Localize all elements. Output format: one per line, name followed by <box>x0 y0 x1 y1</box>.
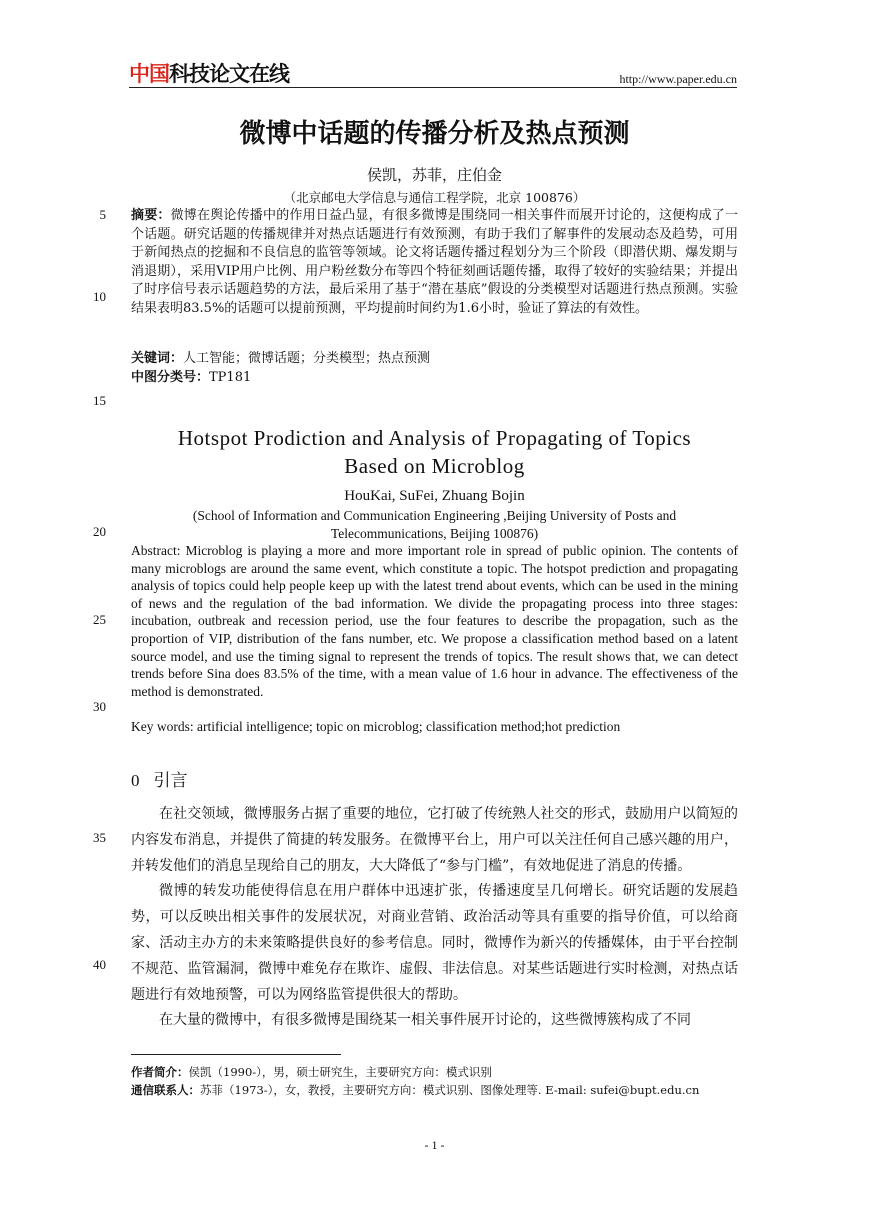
affiliation-en: (School of Information and Communication Engineering ,Beijing University of Posts and Telecommunications, Beijing 100876) <box>192 508 677 541</box>
line-number: 5 <box>99 207 106 222</box>
page-number: - 1 - <box>424 1138 445 1152</box>
line-number: 30 <box>93 699 106 714</box>
footnote-contact-label: 通信联系人： <box>131 1083 200 1097</box>
authors-en: HouKai, SuFei, Zhuang Bojin <box>344 488 525 504</box>
classification-cn-label: 中图分类号： <box>131 370 210 385</box>
logo-part-black: 科技论文在线 <box>169 62 289 86</box>
paper-title-cn: 微博中话题的传播分析及热点预测 <box>239 119 630 149</box>
keywords-en: Key words: artificial intelligence; topic on microblog; classification method;hot prediction <box>131 719 621 734</box>
classification-cn <box>131 369 738 388</box>
abstract-cn-label: 摘要： <box>131 208 171 223</box>
body-paragraph: 微博的转发功能使得信息在用户群体中迅速扩张，传播速度呈几何增长。研究话题的发展趋势，可以反映出相关事件的发展状况，对商业营销、政治活动等具有重要的指导价值，可以给商家、活动主办方的未来策略提供良好的参考信息。同时，微博作为新兴的传播媒体，由于平台控制不规范、监管漏洞，微博中难免存在欺诈、虚假、非法信息。对某些话题进行实时检测，对热点话题进行有效地预警，可以为网络监管提供很大的帮助。 <box>131 883 738 1003</box>
keywords-cn <box>131 350 738 369</box>
footnote-author-label: 作者简介： <box>131 1065 189 1079</box>
line-number: 10 <box>93 289 106 304</box>
section-number: 0 <box>131 771 140 790</box>
paper-title-en-line1: Hotspot Prodiction and Analysis of Propagating of Topics <box>177 426 692 450</box>
affiliation-cn: （北京邮电大学信息与通信工程学院，北京 100876） <box>283 190 586 205</box>
site-logo <box>129 62 289 86</box>
header-url[interactable]: http://www.paper.edu.cn <box>619 72 737 86</box>
body-paragraph: 在社交领域，微博服务占据了重要的地位，它打破了传统熟人社交的形式，鼓励用户以简短的内容发布消息，并提供了简捷的转发服务。在微博平台上，用户可以关注任何自己感兴趣的用户，并转发他们的消息呈现给自己的朋友，大大降低了“参与门槛”，有效地促进了消息的传播。 <box>131 806 738 874</box>
header-rule <box>129 87 737 88</box>
authors-cn: 侯凯，苏菲，庄伯金 <box>366 166 502 184</box>
line-number: 35 <box>93 830 106 845</box>
footnote-contact <box>131 1082 738 1099</box>
section-title: 引言 <box>153 771 188 791</box>
logo-part-red: 中国 <box>129 62 169 86</box>
line-number: 15 <box>93 393 106 408</box>
footnote-contact-text: 苏菲（1973-），女，教授，主要研究方向：模式识别、图像处理等. E-mail: sufei@bupt.edu.cn <box>200 1083 700 1097</box>
paper-title-en <box>0 424 869 480</box>
abstract-cn-text: 微博在舆论传播中的作用日益凸显，有很多微博是围绕同一相关事件而展开讨论的，这便构成了一个话题。研究话题的传播规律并对热点话题进行有效预测，有助于我们了解事件的发展动态及趋势，可用于新闻热点的挖掘和不良信息的监管等领域。论文将话题传播过程划分为三个阶段（即潜伏期、爆发期与消退期），采用VIP用户比例、用户粉丝数分布等四个特征刻画话题传播，取得了较好的实验结果；并提出了时序信号表示话题趋势的方法，最后采用了基于“潜在基底”假设的分类模型对话题进行热点预测。实验结果表明83.5%的话题可以提前预测，平均提前时间约为1.6小时，验证了算法的有效性。 <box>131 208 738 316</box>
footnote-author-text: 侯凯（1990-），男，硕士研究生，主要研究方向：模式识别 <box>188 1065 492 1079</box>
footnote-rule <box>131 1054 341 1055</box>
line-number: 20 <box>93 524 106 539</box>
body-paragraph: 在大量的微博中，有很多微博是围绕某一相关事件展开讨论的，这些微博簇构成了不同 <box>159 1012 691 1029</box>
classification-cn-text: TP181 <box>209 370 252 385</box>
footnote-author <box>131 1064 738 1081</box>
section-heading <box>131 769 188 793</box>
line-number: 25 <box>93 612 106 627</box>
abstract-cn <box>131 207 738 319</box>
keywords-cn-text: 人工智能；微博话题；分类模型；热点预测 <box>183 351 431 366</box>
body-text <box>131 802 738 1034</box>
abstract-en: Abstract: Microblog is playing a more and more important role in spread of public opinion. The contents of many microblogs are around the same event, which constitute a topic. The hotspot prediction and propagating analysis of topics could help people keep up with the latest trend about events, which can be used in the mining of news and the regulation of the bad information. We divide the propagating process into three stages: incubation, outbreak and recession period, use the four features to describe the propagation, such as the proportion of VIP, distribution of the fans number, etc. We propose a classification method based on a latent source model, and use the timing signal to represent the trends of topics. The result shows that, we can detect trends before Sina does 83.5% of the time, with a mean value of 1.6 hour in advance. The effectiveness of the method is demonstrated. <box>131 543 738 699</box>
paper-title-en-line2: Based on Microblog <box>344 454 525 478</box>
line-number: 40 <box>93 957 106 972</box>
keywords-cn-label: 关键词： <box>131 351 184 366</box>
